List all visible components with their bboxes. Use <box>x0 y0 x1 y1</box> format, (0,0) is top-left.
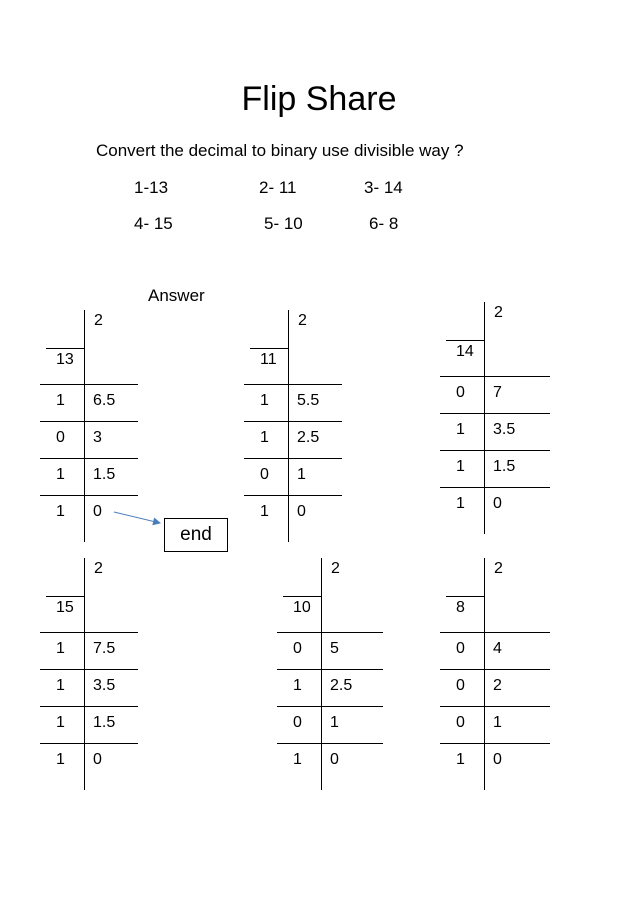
answer-label: Answer <box>148 286 205 305</box>
remainder-value: 1 <box>260 392 269 409</box>
remainder-value: 1 <box>293 677 302 694</box>
remainder-value: 0 <box>293 640 302 657</box>
remainder-value: 1 <box>456 421 465 438</box>
page-title: Flip Share <box>241 80 397 118</box>
quotient-value: 1.5 <box>93 714 116 731</box>
quotient-value: 0 <box>93 751 102 768</box>
remainder-value: 0 <box>56 429 65 446</box>
quotient-value: 0 <box>297 503 306 520</box>
remainder-value: 1 <box>456 495 465 512</box>
quotient-value: 4 <box>493 640 502 657</box>
remainder-value: 0 <box>456 384 465 401</box>
decimal-number: 8 <box>456 599 465 616</box>
remainder-value: 0 <box>456 640 465 657</box>
problem-6: 6- 8 <box>369 214 399 233</box>
quotient-value: 0 <box>493 751 502 768</box>
quotient-value: 1 <box>297 466 306 483</box>
divisor-value: 2 <box>494 560 503 577</box>
quotient-value: 5.5 <box>297 392 320 409</box>
remainder-value: 1 <box>56 640 65 657</box>
remainder-value: 1 <box>260 429 269 446</box>
problem-1: 1-13 <box>134 178 169 197</box>
quotient-value: 1.5 <box>493 458 516 475</box>
decimal-number: 14 <box>456 343 474 360</box>
quotient-value: 1 <box>330 714 339 731</box>
remainder-value: 1 <box>56 714 65 731</box>
divisor-value: 2 <box>494 304 503 321</box>
remainder-value: 1 <box>456 458 465 475</box>
quotient-value: 1.5 <box>93 466 116 483</box>
quotient-value: 2.5 <box>330 677 353 694</box>
quotient-value: 0 <box>493 495 502 512</box>
divisor-value: 2 <box>94 560 103 577</box>
question-text: Convert the decimal to binary use divisible way ? <box>96 141 464 160</box>
problem-5: 5- 10 <box>264 214 303 233</box>
decimal-number: 10 <box>293 599 311 616</box>
remainder-value: 1 <box>456 751 465 768</box>
end-box: end <box>164 518 228 552</box>
remainder-value: 1 <box>56 466 65 483</box>
quotient-value: 3 <box>93 429 102 446</box>
remainder-value: 0 <box>456 714 465 731</box>
problem-3: 3- 14 <box>364 178 403 197</box>
quotient-value: 6.5 <box>93 392 116 409</box>
decimal-number: 11 <box>260 351 277 368</box>
quotient-value: 0 <box>330 751 339 768</box>
quotient-value: 2 <box>493 677 502 694</box>
divisor-value: 2 <box>331 560 340 577</box>
remainder-value: 0 <box>456 677 465 694</box>
divisor-value: 2 <box>298 312 307 329</box>
remainder-value: 1 <box>56 392 65 409</box>
remainder-value: 0 <box>260 466 269 483</box>
problem-2: 2- 11 <box>259 178 297 197</box>
quotient-value: 7.5 <box>93 640 116 657</box>
divisor-value: 2 <box>94 312 103 329</box>
quotient-value: 3.5 <box>493 421 516 438</box>
remainder-value: 1 <box>56 503 65 520</box>
quotient-value: 3.5 <box>93 677 116 694</box>
quotient-value: 0 <box>93 503 102 520</box>
quotient-value: 5 <box>330 640 339 657</box>
remainder-value: 1 <box>293 751 302 768</box>
quotient-value: 7 <box>493 384 502 401</box>
problem-4: 4- 15 <box>134 214 173 233</box>
remainder-value: 1 <box>56 751 65 768</box>
decimal-number: 15 <box>56 599 74 616</box>
quotient-value: 2.5 <box>297 429 320 446</box>
remainder-value: 1 <box>260 503 269 520</box>
remainder-value: 0 <box>293 714 302 731</box>
decimal-number: 13 <box>56 351 74 368</box>
remainder-value: 1 <box>56 677 65 694</box>
quotient-value: 1 <box>493 714 502 731</box>
